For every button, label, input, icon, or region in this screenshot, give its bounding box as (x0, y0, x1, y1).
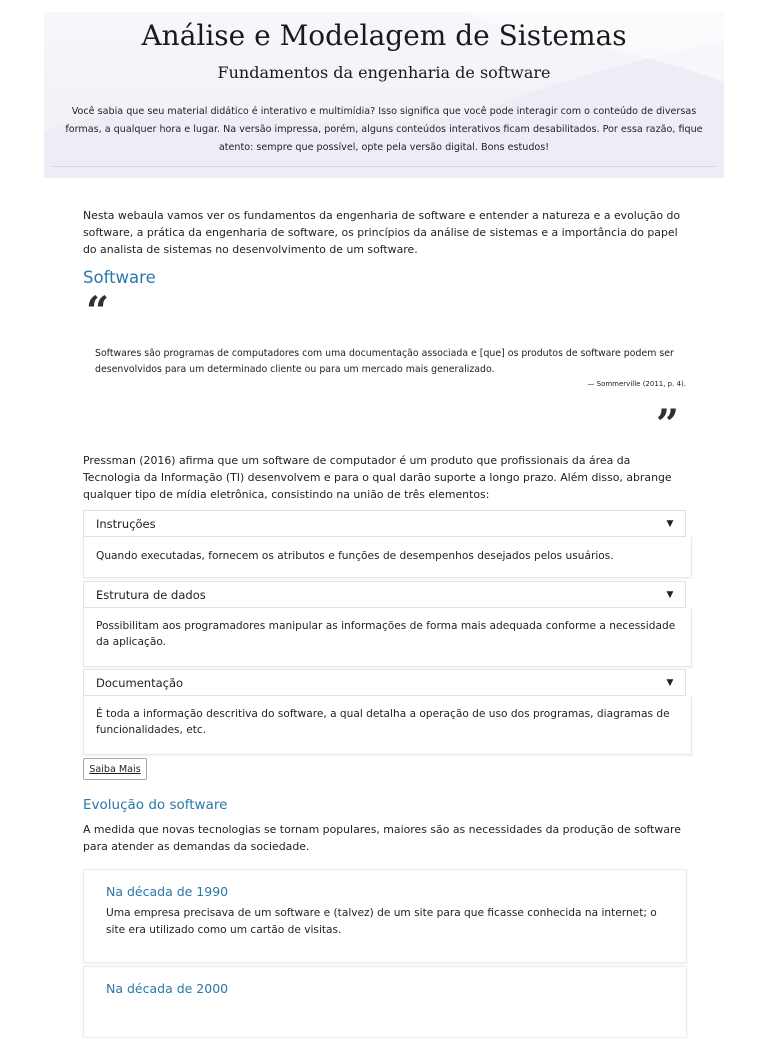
evolucao-paragraph-block (83, 821, 687, 855)
page-subtitle: Fundamentos da engenharia de software (217, 63, 551, 82)
card-title: Na década de 1990 (106, 884, 229, 899)
intro-notice: Você sabia que seu material didático é interativo e multimídia? Isso significa que você pode interagir com o conteúdo de diversas formas, a qualquer hora e lugar. Na versão impressa, porém, alguns conteúdos interativos ficam desabilitados. Por essa razão, fique atento: sempre que possível, opte pela versão digital. Bons estudos! (65, 106, 703, 153)
accordion-body-instrucoes (83, 537, 692, 578)
quote-text: Softwares são programas de computadores com uma documentação associada e [que] os produtos de software podem ser desenvolvidos para um determinado cliente ou para um mercado mais generalizado. (95, 348, 674, 375)
timeline-card-1990 (83, 869, 687, 963)
quote-open-icon: “ (86, 288, 110, 335)
page-title: Análise e Modelagem de Sistemas (141, 19, 627, 52)
accordion-header-documentacao[interactable] (83, 669, 686, 696)
software-paragraph-block (83, 452, 687, 503)
card-title: Na década de 2000 (106, 981, 229, 996)
chevron-down-icon[interactable]: ▼ (666, 677, 674, 688)
header-banner (44, 12, 724, 178)
quote-close-icon: ” (656, 401, 680, 448)
lead-section (83, 207, 687, 258)
chevron-down-icon[interactable]: ▼ (666, 518, 674, 529)
accordion-body-text: Possibilitam aos programadores manipular as informações de forma mais adequada conforme a necessidade da aplicação. (96, 620, 676, 648)
accordion-body-estrutura-de-dados (83, 608, 692, 667)
timeline-card-2000 (83, 966, 687, 1038)
accordion-label: Documentação (96, 675, 184, 690)
quote-author: — Sommerville (2011, p. 4). (587, 380, 686, 388)
accordion-header-instrucoes[interactable] (83, 510, 686, 537)
accordion-header-estrutura-de-dados[interactable] (83, 581, 686, 608)
header-divider (52, 166, 716, 167)
lead-paragraph: Nesta webaula vamos ver os fundamentos da engenharia de software e entender a natureza e a evolução do software, a prática da engenharia de software, os princípios da análise de sistemas e a importância do papel do analista de sistemas no desenvolvimento de um software. (83, 209, 681, 256)
chevron-down-icon[interactable]: ▼ (666, 589, 674, 600)
accordion-label: Instruções (96, 516, 156, 531)
accordion-body-documentacao (83, 696, 692, 755)
software-paragraph: Pressman (2016) afirma que um software de computador é um produto que profissionais da área da Tecnologia da Informação (TI) desenvolvem e para o qual darão suporte a longo prazo. Além disso, abrange qualquer tipo de mídia eletrônica, consistindo na união de três elementos: (83, 454, 672, 501)
accordion-body-text: É toda a informação descritiva do software, a qual detalha a operação de uso dos programas, diagramas de funcionalidades, etc. (96, 708, 670, 736)
card-text: Uma empresa precisava de um software e (talvez) de um site para que ficasse conhecida na internet; o site era utilizado como um cartão de visitas. (106, 907, 657, 936)
saiba-mais-button[interactable]: Saiba Mais (83, 758, 147, 780)
section-title-evolucao: Evolução do software (83, 797, 228, 813)
accordion-label: Estrutura de dados (96, 587, 206, 602)
evolucao-paragraph: A medida que novas tecnologias se tornam populares, maiores são as necessidades da produção de software para atender as demandas da sociedade. (83, 823, 681, 853)
accordion-body-text: Quando executadas, fornecem os atributos e funções de desempenhos desejados pelos usuários. (96, 550, 614, 562)
section-title-software: Software (83, 268, 156, 287)
